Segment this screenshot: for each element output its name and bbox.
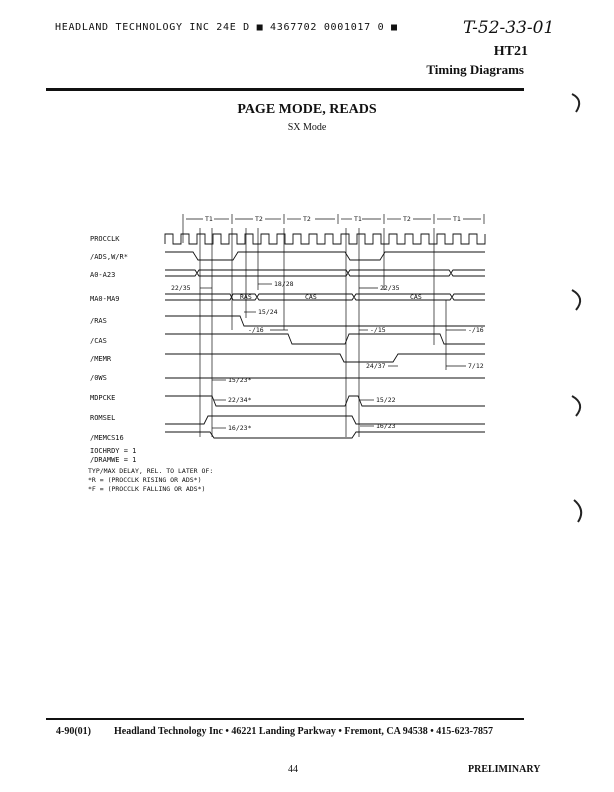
signal-label: ROMSEL: [90, 414, 116, 422]
timing-label: 15/23*: [228, 376, 252, 384]
section-title: Timing Diagrams: [426, 62, 524, 77]
footer-rule: [46, 718, 524, 720]
page-number: 44: [288, 764, 298, 775]
timing-label: 7/12: [468, 362, 484, 370]
address-bus-waveform: [165, 270, 485, 276]
signal-label: /MEMCS16: [90, 434, 124, 442]
timing-label: 16/23: [376, 422, 396, 430]
binder-hole-mark: [572, 94, 579, 112]
memcs16-waveform: [165, 432, 485, 438]
diagram-note: *F = (PROCCLK FALLING OR ADS*): [88, 485, 206, 493]
bus-label-cas: CAS: [305, 293, 317, 301]
timing-label: -/15: [370, 326, 386, 334]
timing-label: -/16: [468, 326, 484, 334]
memr-waveform: [165, 354, 485, 362]
mdpcke-waveform: [165, 396, 485, 406]
diagram-note: TYP/MAX DELAY, REL. TO LATER OF:: [88, 467, 214, 475]
timing-label: 15/24: [258, 308, 278, 316]
bus-label-ras: RAS: [240, 293, 252, 301]
cycle-label: T2: [303, 215, 311, 223]
signal-label: /MEMR: [90, 355, 112, 363]
timing-label: 22/35: [171, 284, 191, 292]
ads-waveform: [165, 252, 485, 260]
footer-code: 4-90(01): [56, 726, 91, 737]
binder-hole-mark: [572, 396, 580, 416]
timing-label: -/16: [248, 326, 264, 334]
cas-waveform: [165, 334, 485, 344]
timing-label: 24/37: [366, 362, 386, 370]
signal-label: /RAS: [90, 317, 107, 325]
header-stamp: HEADLAND TECHNOLOGY INC 24E D ■ 4367702 0001017 0 ■: [55, 22, 398, 33]
signal-label: MDPCKE: [90, 394, 116, 402]
signal-label: A0-A23: [90, 271, 116, 279]
signal-label: PROCCLK: [90, 235, 120, 243]
cycle-label: T1: [354, 215, 362, 223]
binder-hole-mark: [574, 500, 581, 522]
page-subtitle: SX Mode: [287, 122, 327, 133]
procclk-waveform: [165, 234, 485, 244]
cycle-label: T1: [453, 215, 461, 223]
bus-label-cas: CAS: [410, 293, 422, 301]
timing-label: 18/28: [274, 280, 294, 288]
signal-label: MA0-MA9: [90, 295, 120, 303]
signal-label: IOCHRDY = 1: [90, 447, 137, 455]
cycle-label: T2: [403, 215, 411, 223]
timing-label: 22/35: [380, 284, 400, 292]
cycle-label: T1: [205, 215, 213, 223]
page-title: PAGE MODE, READS: [237, 102, 377, 117]
binder-hole-mark: [572, 290, 580, 310]
timing-label: 22/34*: [228, 396, 252, 404]
timing-label: 15/22: [376, 396, 396, 404]
signal-label: /DRAMWE = 1: [90, 456, 137, 464]
ma-bus-waveform: [165, 294, 485, 300]
signal-label: /ADS,W/R*: [90, 253, 128, 261]
signal-label: /CAS: [90, 337, 107, 345]
timing-label: 16/23*: [228, 424, 252, 432]
cycle-header: [183, 214, 484, 224]
document-code: HT21: [493, 44, 528, 59]
diagram-note: *R = (PROCCLK RISING OR ADS*): [88, 476, 202, 484]
status-label: PRELIMINARY: [468, 764, 541, 775]
footer-company: Headland Technology Inc • 46221 Landing Parkway • Fremont, CA 94538 • 415-623-7857: [114, 726, 493, 737]
cycle-label: T2: [255, 215, 263, 223]
romsel-waveform: [165, 416, 485, 424]
reference-lines: [183, 224, 446, 437]
signal-label: /0WS: [90, 374, 107, 382]
handwritten-code: T-52-33-01: [463, 18, 555, 38]
ras-waveform: [165, 316, 485, 326]
